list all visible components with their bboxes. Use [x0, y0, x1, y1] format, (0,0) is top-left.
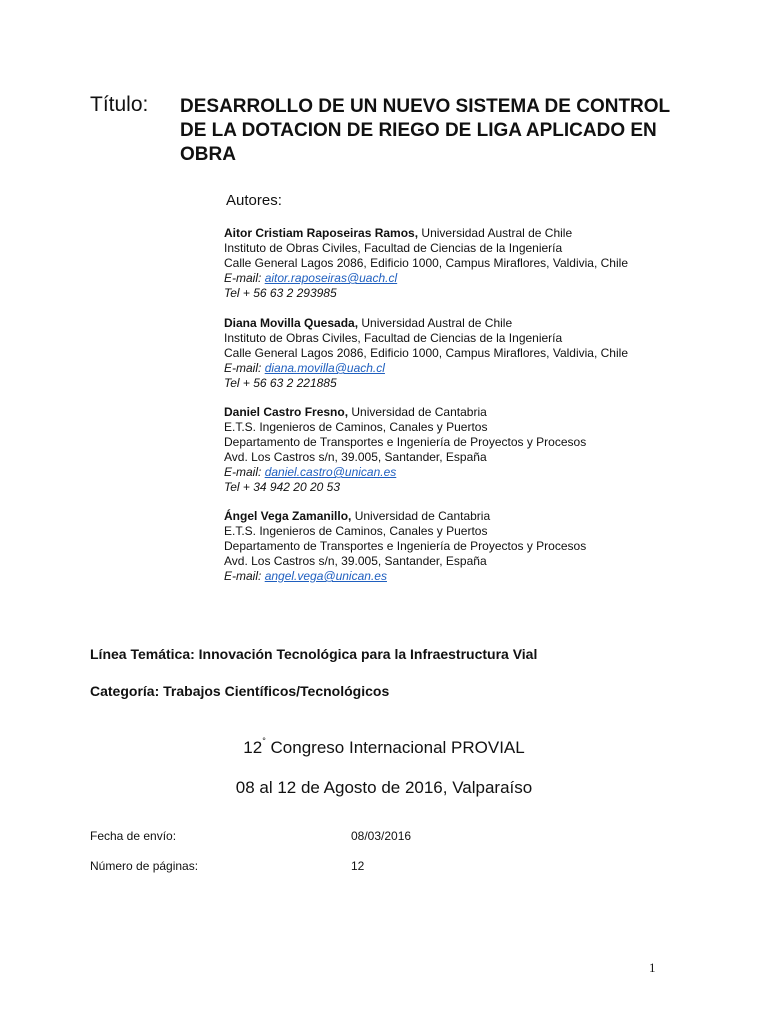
paginas-value: 12	[351, 859, 365, 873]
linea-tematica: Línea Temática: Innovación Tecnológica para la Infraestructura Vial	[90, 646, 538, 662]
fecha-label: Fecha de envío:	[90, 829, 177, 843]
author-block	[224, 226, 704, 301]
document-title: DESARROLLO DE UN NUEVO SISTEMA DE CONTROL DE LA DOTACION DE RIEGO DE LIGA APLICADO EN OBRA	[180, 96, 670, 165]
congress-title: Congreso Internacional PROVIAL	[270, 738, 525, 757]
page-number: 1	[649, 960, 656, 975]
authors-label: Autores:	[226, 192, 282, 209]
author-address: Avd. Los Castros s/n, 39.005, Santander, España	[224, 450, 487, 464]
author-block	[224, 509, 704, 584]
author-school: E.T.S. Ingenieros de Caminos, Canales y Puertos	[224, 420, 488, 434]
author-department: Departamento de Transportes e Ingeniería de Proyectos y Procesos	[224, 539, 587, 553]
author-email-link[interactable]: aitor.raposeiras@uach.cl	[264, 271, 398, 285]
congress-dates: 08 al 12 de Agosto de 2016, Valparaíso	[235, 778, 533, 797]
author-phone: Tel + 56 63 2 221885	[224, 376, 337, 390]
fecha-value: 08/03/2016	[351, 829, 412, 843]
author-name: Aitor Cristiam Raposeiras Ramos,	[224, 226, 419, 240]
email-label: E-mail:	[224, 465, 262, 479]
author-block	[224, 316, 704, 391]
author-institute: Instituto de Obras Civiles, Facultad de Ciencias de la Ingeniería	[224, 331, 563, 345]
author-address: Avd. Los Castros s/n, 39.005, Santander, España	[224, 554, 487, 568]
author-affiliation: Universidad Austral de Chile	[421, 226, 573, 240]
author-phone: Tel + 34 942 20 20 53	[224, 480, 340, 494]
author-email-link[interactable]: angel.vega@unican.es	[264, 569, 387, 583]
author-email-link[interactable]: diana.movilla@uach.cl	[264, 361, 385, 375]
congress-number: 12	[243, 738, 263, 757]
author-affiliation: Universidad Austral de Chile	[361, 316, 513, 330]
author-address: Calle General Lagos 2086, Edificio 1000, Campus Miraflores, Valdivia, Chile	[224, 256, 628, 270]
author-school: E.T.S. Ingenieros de Caminos, Canales y Puertos	[224, 524, 488, 538]
author-email-link[interactable]: daniel.castro@unican.es	[264, 465, 397, 479]
email-label: E-mail:	[224, 361, 262, 375]
author-affiliation: Universidad de Cantabria	[351, 405, 487, 419]
congress-name	[0, 736, 768, 758]
author-name: Ángel Vega Zamanillo,	[224, 509, 352, 523]
author-phone: Tel + 56 63 2 293985	[224, 286, 337, 300]
author-department: Departamento de Transportes e Ingeniería de Proyectos y Procesos	[224, 435, 587, 449]
congress-superscript: °	[262, 736, 266, 746]
categoria: Categoría: Trabajos Científicos/Tecnológicos	[90, 683, 390, 699]
author-address: Calle General Lagos 2086, Edificio 1000, Campus Miraflores, Valdivia, Chile	[224, 346, 628, 360]
email-label: E-mail:	[224, 271, 262, 285]
paginas-label: Número de páginas:	[90, 859, 199, 873]
email-label: E-mail:	[224, 569, 262, 583]
author-block	[224, 405, 704, 495]
author-institute: Instituto de Obras Civiles, Facultad de Ciencias de la Ingeniería	[224, 241, 563, 255]
title-label: Título:	[90, 93, 149, 116]
author-name: Daniel Castro Fresno,	[224, 405, 349, 419]
author-affiliation: Universidad de Cantabria	[354, 509, 491, 523]
author-name: Diana Movilla Quesada,	[224, 316, 359, 330]
